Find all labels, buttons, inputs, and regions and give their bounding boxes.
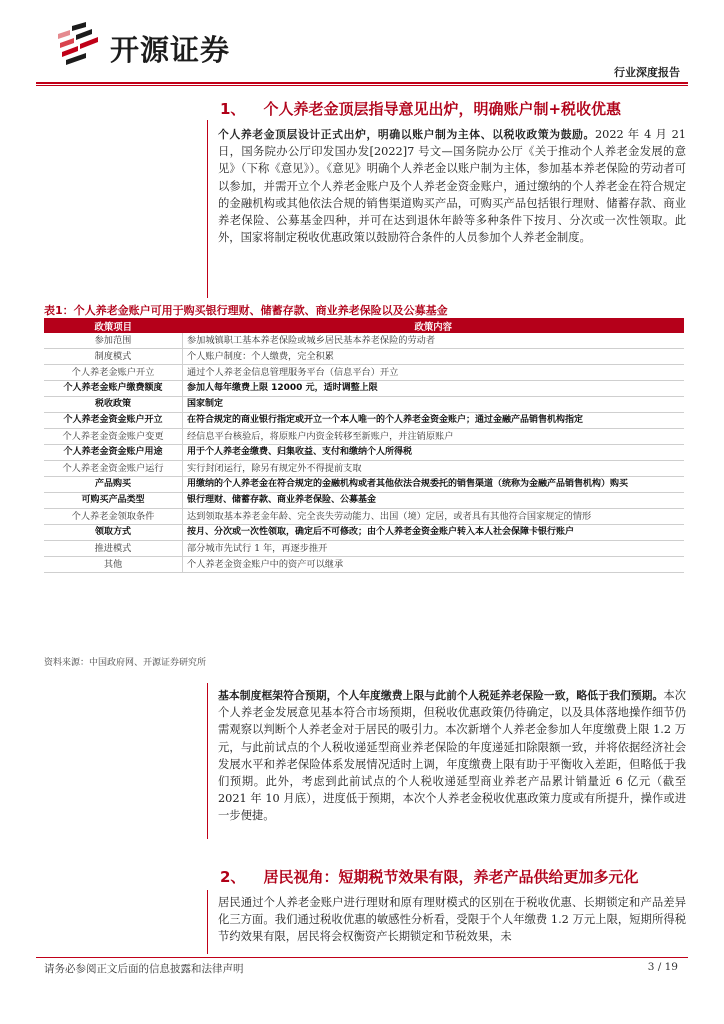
policy-content-cell: 用缴纳的个人养老金在符合规定的金融机构或者其他依法合规委托的销售渠道（统称为金融产品销售机构）购买 [183, 477, 685, 493]
table-body [44, 333, 684, 573]
policy-content-cell: 银行理财、储蓄存款、商业养老保险、公募基金 [183, 493, 685, 509]
section-2-title: 居民视角：短期税节效果有限，养老产品供给更加多元化 [263, 868, 639, 886]
policy-item-cell: 个人养老金账户缴费额度 [44, 381, 183, 397]
policy-content-cell: 在符合规定的商业银行指定或开立一个本人唯一的个人养老金资金账户；通过金融产品销售机构指定 [183, 413, 685, 429]
report-type-label: 行业深度报告 [614, 66, 680, 79]
table-header-content: 政策内容 [183, 318, 685, 333]
table-row [44, 381, 684, 397]
policy-item-cell: 个人养老金资金账户变更 [44, 429, 183, 445]
footer-disclaimer: 请务必参阅正文后面的信息披露和法律声明 [44, 963, 244, 975]
table-row [44, 397, 684, 413]
header-rule [36, 82, 688, 84]
policy-item-cell: 推进模式 [44, 541, 183, 557]
policy-content-cell: 通过个人养老金信息管理服务平台（信息平台）开立 [183, 365, 685, 381]
paragraph-body: 2022 年 4 月 21 日，国务院办公厅印发国办发[2022]7 号文—国务院办公厅《关于推动个人养老金发展的意见》（下称《意见》）。《意见》明确个人养老金以账户制为主体，参加基本养老保险的劳动者可以参加，并需开立个人养老金账户及个人养老金资金账户，通过缴纳的个人养老金在符合规定的金融机构或其他依法合规的销售渠道购买产品，可购买产品包括银行理财、储蓄存款、商业养老保险、公募基金四种，并可在达到退休年龄等多种条件下按月、分次或一次性领取。此外，国家将制定税收优惠政策以鼓励符合条件的人员参加个人养老金制度。 [218, 128, 686, 245]
table-caption: 表1：个人养老金账户可用于购买银行理财、储蓄存款、商业养老保险以及公募基金 [44, 304, 448, 317]
section-2-number: 2、 [220, 868, 246, 886]
section-1-title: 个人养老金顶层指导意见出炉，明确账户制+税收优惠 [263, 100, 622, 118]
policy-content-cell: 参加城镇职工基本养老保险或城乡居民基本养老保险的劳动者 [183, 333, 685, 349]
policy-content-cell: 用于个人养老金缴费、归集收益、支付和缴纳个人所得税 [183, 445, 685, 461]
sidebar-rule-3 [207, 890, 208, 954]
brand-mark-icon [56, 22, 104, 66]
table-row [44, 461, 684, 477]
policy-content-cell: 经信息平台核验后，将原账户内资金转移至新账户，并注销原账户 [183, 429, 685, 445]
policy-item-cell: 领取方式 [44, 525, 183, 541]
policy-item-cell: 个人养老金领取条件 [44, 509, 183, 525]
policy-table [44, 318, 684, 573]
table-source: 资料来源：中国政府网、开源证券研究所 [44, 658, 207, 668]
table-header-item: 政策项目 [44, 318, 183, 333]
policy-content-cell: 部分城市先试行 1 年，再逐步推开 [183, 541, 685, 557]
brand-logo [56, 22, 286, 66]
policy-content-cell: 个人账户制度：个人缴费，完全积累 [183, 349, 685, 365]
table-header-row [44, 318, 684, 333]
paragraph-body: 居民通过个人养老金账户进行理财和原有理财模式的区别在于税收优惠、长期锁定和产品差异化三方面。我们通过税收优惠的敏感性分析看，受限于个人年缴费 1.2 万元上限，短期所得税节约效果有限，居民将会权衡资产长期锁定和节税效果，未 [218, 896, 686, 944]
policy-item-cell: 可购买产品类型 [44, 493, 183, 509]
policy-item-cell: 制度模式 [44, 349, 183, 365]
section-2-heading [220, 866, 638, 887]
policy-content-cell: 实行封闭运行，除另有规定外不得提前支取 [183, 461, 685, 477]
table-row [44, 493, 684, 509]
policy-item-cell: 个人养老金资金账户用途 [44, 445, 183, 461]
policy-content-cell: 个人养老金资金账户中的资产可以继承 [183, 557, 685, 573]
sidebar-rule-1 [207, 120, 208, 298]
policy-item-cell: 税收政策 [44, 397, 183, 413]
table-row [44, 509, 684, 525]
section-1-number: 1、 [220, 100, 246, 118]
table-row [44, 541, 684, 557]
paragraph-lead: 基本制度框架符合预期，个人年度缴费上限与此前个人税延养老保险一致，略低于我们预期。 [218, 689, 664, 702]
header-rule-thin [36, 85, 688, 86]
section-1-paragraph-1 [218, 126, 686, 246]
policy-content-cell: 国家制定 [183, 397, 685, 413]
policy-item-cell: 产品购买 [44, 477, 183, 493]
table-row [44, 413, 684, 429]
page-number: 3 / 19 [647, 961, 678, 973]
table-row [44, 445, 684, 461]
policy-content-cell: 达到领取基本养老金年龄、完全丧失劳动能力、出国（境）定居，或者具有其他符合国家规定的情形 [183, 509, 685, 525]
section-1-paragraph-2 [218, 687, 686, 825]
policy-item-cell: 个人养老金资金账户运行 [44, 461, 183, 477]
table-row [44, 525, 684, 541]
table-row [44, 349, 684, 365]
paragraph-body: 本次个人养老金发展意见基本符合市场预期，但税收优惠政策仍待确定，以及具体落地操作细节仍需观察以判断个人养老金对于居民的吸引力。本次新增个人养老金参加人年度缴费上限 1.2 万元，与此前试点的个人税收递延型商业养老保险的年度递延扣除限额一致，并将依据经济社会发展水平和养老保险体系发展情况适时上调，年度缴费上限有助于平衡收入差距，但略低于我们预期。此外，考虑到此前试点的个人税收递延型商业养老产品累计销量近 6 亿元（截至 2021 年 10 月底），进度低于预期，本次个人养老金税收优惠政策力度或有所提升，操作或进一步便捷。 [218, 689, 686, 823]
policy-content-cell: 参加人每年缴费上限 12000 元，适时调整上限 [183, 381, 685, 397]
table-row [44, 365, 684, 381]
table-row [44, 557, 684, 573]
policy-item-cell: 个人养老金账户开立 [44, 365, 183, 381]
footer-rule [36, 957, 688, 958]
policy-item-cell: 个人养老金资金账户开立 [44, 413, 183, 429]
table-row [44, 477, 684, 493]
sidebar-rule-2 [207, 683, 208, 839]
table-row [44, 333, 684, 349]
brand-name: 开源证券 [110, 33, 231, 67]
section-1-heading [220, 98, 621, 119]
paragraph-lead: 个人养老金顶层设计正式出炉，明确以账户制为主体、以税收政策为鼓励。 [218, 128, 595, 141]
section-2-paragraph-1 [218, 894, 686, 951]
policy-item-cell: 其他 [44, 557, 183, 573]
table-row [44, 429, 684, 445]
policy-item-cell: 参加范围 [44, 333, 183, 349]
policy-content-cell: 按月、分次或一次性领取，确定后不可修改；由个人养老金资金账户转入本人社会保障卡银行账户 [183, 525, 685, 541]
